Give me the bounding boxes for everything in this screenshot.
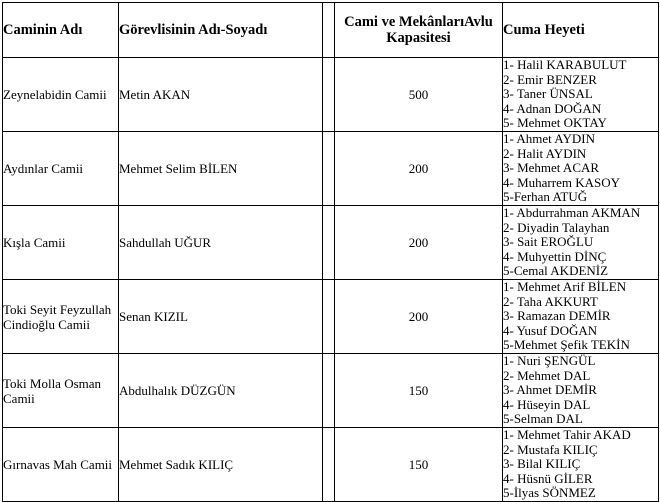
mosque-name-cell: Aydınlar Camii xyxy=(3,132,119,206)
committee-member: 5-Ferhan ATUĞ xyxy=(503,189,588,205)
committee-member: 4- Muharrem KASOY xyxy=(503,174,620,190)
committee-member: 4- Adnan DOĞAN xyxy=(503,100,602,116)
committee-member: 2- Taha AKKURT xyxy=(503,293,598,309)
mosque-table xyxy=(2,2,659,502)
capacity-cell: 150 xyxy=(335,428,503,502)
header-spacer xyxy=(323,3,335,58)
official-name-cell: Metin AKAN xyxy=(119,58,323,132)
spacer-cell xyxy=(323,354,335,428)
spacer-cell xyxy=(323,280,335,354)
committee-member: 5-Cemal AKDENİZ xyxy=(503,263,609,279)
table-row xyxy=(3,132,659,206)
committee-member: 2- Mehmet DAL xyxy=(503,367,591,383)
mosque-name-cell: Kışla Camii xyxy=(3,206,119,280)
committee-member: 2- Emir BENZER xyxy=(503,71,597,87)
mosque-name-cell: Toki Molla Osman Camii xyxy=(3,354,119,428)
spacer-cell xyxy=(323,58,335,132)
mosque-name-cell: Zeynelabidin Camii xyxy=(3,58,119,132)
committee-member: 3- Ramazan DEMİR xyxy=(503,308,611,324)
friday-committee-cell xyxy=(503,206,659,280)
spacer-cell xyxy=(323,132,335,206)
committee-member: 3- Sait EROĞLU xyxy=(503,234,594,250)
committee-member: 4- Muhyettin DİNÇ xyxy=(503,248,607,264)
spacer-cell xyxy=(323,206,335,280)
table-row xyxy=(3,428,659,502)
committee-member: 5-İlyas SÖNMEZ xyxy=(503,485,596,501)
friday-committee-cell xyxy=(503,354,659,428)
mosque-name-cell: Gırnavas Mah Camii xyxy=(3,428,119,502)
committee-member: 4- Yusuf DOĞAN xyxy=(503,322,598,338)
capacity-cell: 150 xyxy=(335,354,503,428)
committee-member: 2- Diyadin Talayhan xyxy=(503,219,610,235)
header-mosque-name: Caminin Adı xyxy=(3,3,119,58)
committee-member: 2- Halit AYDIN xyxy=(503,145,587,161)
official-name-cell: Abdulhalık DÜZGÜN xyxy=(119,354,323,428)
committee-member: 1- Mehmet Arif BİLEN xyxy=(503,279,627,295)
table-row xyxy=(3,58,659,132)
header-row xyxy=(3,3,659,58)
official-name-cell: Mehmet Selim BİLEN xyxy=(119,132,323,206)
committee-member: 4- Hüsnü GİLER xyxy=(503,470,593,486)
committee-member: 5-Mehmet Şefik TEKİN xyxy=(503,337,630,353)
committee-member: 1- Halil KARABULUT xyxy=(503,57,627,73)
official-name-cell: Sahdullah UĞUR xyxy=(119,206,323,280)
committee-member: 2- Mustafa KILIÇ xyxy=(503,441,598,457)
committee-member: 3- Taner ÜNSAL xyxy=(503,86,593,102)
table-row xyxy=(3,354,659,428)
committee-member: 1- Mehmet Tahir AKAD xyxy=(503,427,631,443)
committee-member: 5-Selman DAL xyxy=(503,411,583,427)
table-row xyxy=(3,280,659,354)
header-capacity xyxy=(335,3,503,58)
mosque-name-cell: Toki Seyit Feyzullah Cindioğlu Camii xyxy=(3,280,119,354)
capacity-cell: 200 xyxy=(335,206,503,280)
committee-member: 3- Bilal KILIÇ xyxy=(503,456,581,472)
capacity-cell: 200 xyxy=(335,280,503,354)
header-official-name: Görevlisinin Adı-Soyadı xyxy=(119,3,323,58)
committee-member: 3- Mehmet ACAR xyxy=(503,160,600,176)
committee-member: 1- Nuri ŞENGÜL xyxy=(503,353,596,369)
header-friday-committee: Cuma Heyeti xyxy=(503,3,659,58)
table-body xyxy=(3,58,659,502)
official-name-cell: Senan KIZIL xyxy=(119,280,323,354)
committee-member: 3- Ahmet DEMİR xyxy=(503,382,597,398)
friday-committee-cell xyxy=(503,132,659,206)
friday-committee-cell xyxy=(503,58,659,132)
committee-member: 1- Abdurrahman AKMAN xyxy=(503,205,641,221)
header-capacity-label: Cami ve MekânlarıAvlu Kapasitesi xyxy=(344,14,493,46)
spacer-cell xyxy=(323,428,335,502)
committee-member: 5- Mehmet OKTAY xyxy=(503,115,607,131)
committee-member: 1- Ahmet AYDIN xyxy=(503,131,595,147)
friday-committee-cell xyxy=(503,280,659,354)
friday-committee-cell xyxy=(503,428,659,502)
capacity-cell: 200 xyxy=(335,132,503,206)
capacity-cell: 500 xyxy=(335,58,503,132)
table-row xyxy=(3,206,659,280)
official-name-cell: Mehmet Sadık KILIÇ xyxy=(119,428,323,502)
committee-member: 4- Hüseyin DAL xyxy=(503,396,591,412)
